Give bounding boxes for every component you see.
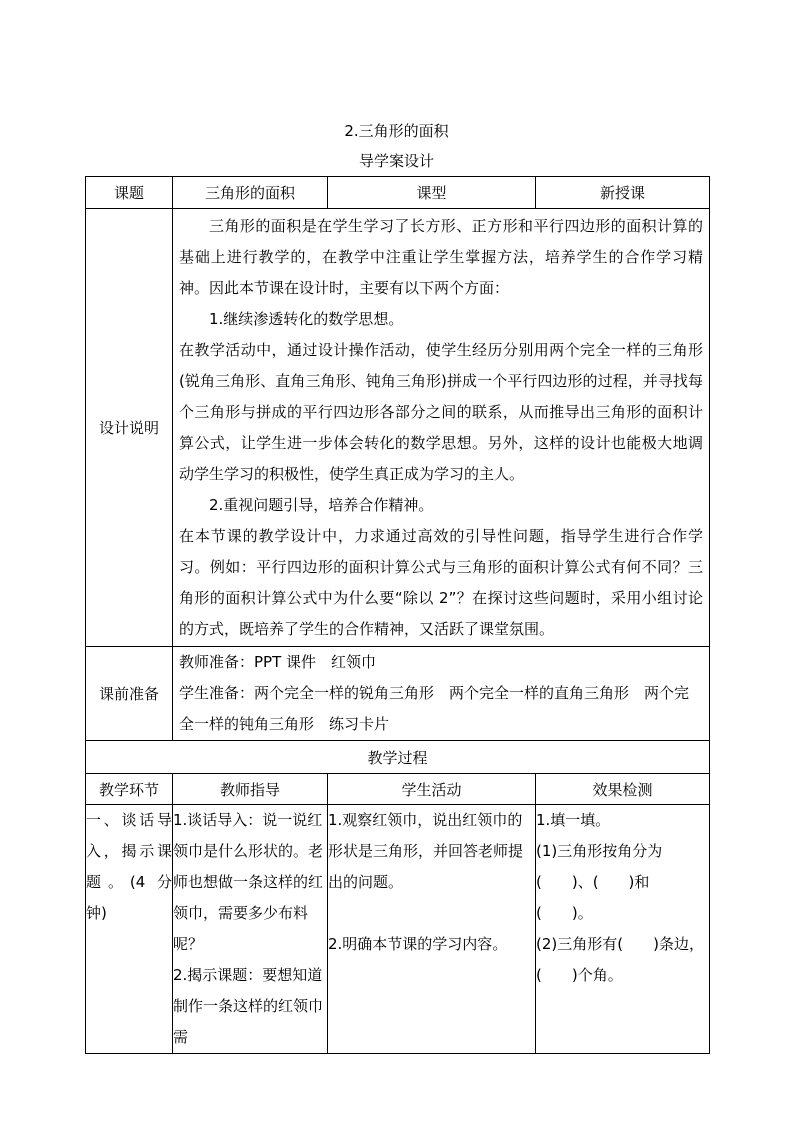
design-row (86, 209, 710, 647)
stage-cell (86, 805, 173, 1054)
teacher-cell (173, 805, 328, 1054)
type-value: 新授课 (536, 177, 710, 209)
teacher-step-1: 1.谈话导入：说一说红领巾是什么形状的。老师也想做一条这样的红领巾，需要多少布料呢？ (173, 811, 324, 953)
topic-value: 三角形的面积 (173, 177, 328, 209)
teacher-step-2: 2.揭示课题：要想知道制作一条这样的红领巾需 (173, 966, 324, 1046)
design-paragraph-2: 在教学活动中，通过设计操作活动，使学生经历分别用两个完全一样的三角形(锐角三角形、直角三角形、钝角三角形)拼成一个平行四边形的过程，并寻找每个三角形与拼成的平行四边形各部分之间的联系，从而推导出三角形的面积计算公式，让学生进一步体会转化的数学思想。另外，这样的设计也能极大地调动学生学习的积极性，使学生真正成为学习的主人。 (179, 340, 703, 483)
check-line-4: ( )。 (536, 904, 593, 922)
design-paragraph-3: 在本节课的教学设计中，力求通过高效的引导性问题，指导学生进行合作学习。例如：平行四边形的面积计算公式与三角形的面积计算公式有何不同？三角形的面积计算公式中为什么要“除以 2”？在探讨这些问题时，采用小组讨论的方式，既培养了学生的合作精神，又活跃了课堂氛围。 (179, 526, 703, 638)
prep-content (173, 647, 710, 741)
process-title: 教学过程 (86, 741, 710, 774)
col-student: 学生活动 (328, 774, 536, 805)
design-label: 设计说明 (86, 209, 173, 647)
student-prep: 学生准备：两个完全一样的锐角三角形 两个完全一样的直角三角形 两个完全一样的钝角三角形 练习卡片 (179, 684, 690, 733)
lesson-plan-table (85, 176, 710, 1054)
student-cell (328, 805, 536, 1054)
document-subtitle: 导学案设计 (358, 152, 434, 170)
teacher-prep: 教师准备：PPT 课件 红领巾 (179, 653, 377, 671)
type-label: 课型 (328, 177, 536, 209)
col-teacher: 教师指导 (173, 774, 328, 805)
prep-label: 课前准备 (86, 647, 173, 741)
design-content (173, 209, 710, 647)
check-cell (536, 805, 710, 1054)
topic-label: 课题 (86, 177, 173, 209)
stage-text: 一、谈话导入，揭示课题。(4 分钟) (86, 811, 172, 922)
col-check: 效果检测 (536, 774, 710, 805)
col-stage: 教学环节 (86, 774, 173, 805)
prep-row (86, 647, 710, 741)
document-title: 2.三角形的面积 (344, 122, 449, 140)
design-paragraph-1: 三角形的面积是在学生学习了长方形、正方形和平行四边形的面积计算的基础上进行教学的，在教学中注重让学生掌握方法，培养学生的合作学习精神。因此本节课在设计时，主要有以下两个方面： (179, 216, 703, 297)
check-line-2: (1)三角形按角分为 (536, 842, 663, 860)
check-line-3: ( )、( )和 (536, 873, 650, 891)
header-row (86, 177, 710, 209)
design-heading-1: 1.继续渗透转化的数学思想。 (209, 309, 404, 328)
process-header-row (86, 774, 710, 805)
check-line-5: (2)三角形有( )条边，( )个角。 (536, 935, 704, 984)
check-line-1: 1.填一填。 (536, 811, 611, 829)
process-row-1 (86, 805, 710, 1054)
process-title-row (86, 741, 710, 774)
design-heading-2: 2.重视问题引导，培养合作精神。 (209, 495, 434, 514)
student-step-1: 1.观察红领巾，说出红领巾的形状是三角形，并回答老师提出的问题。 (328, 811, 524, 891)
student-step-2: 2.明确本节课的学习内容。 (328, 935, 508, 953)
